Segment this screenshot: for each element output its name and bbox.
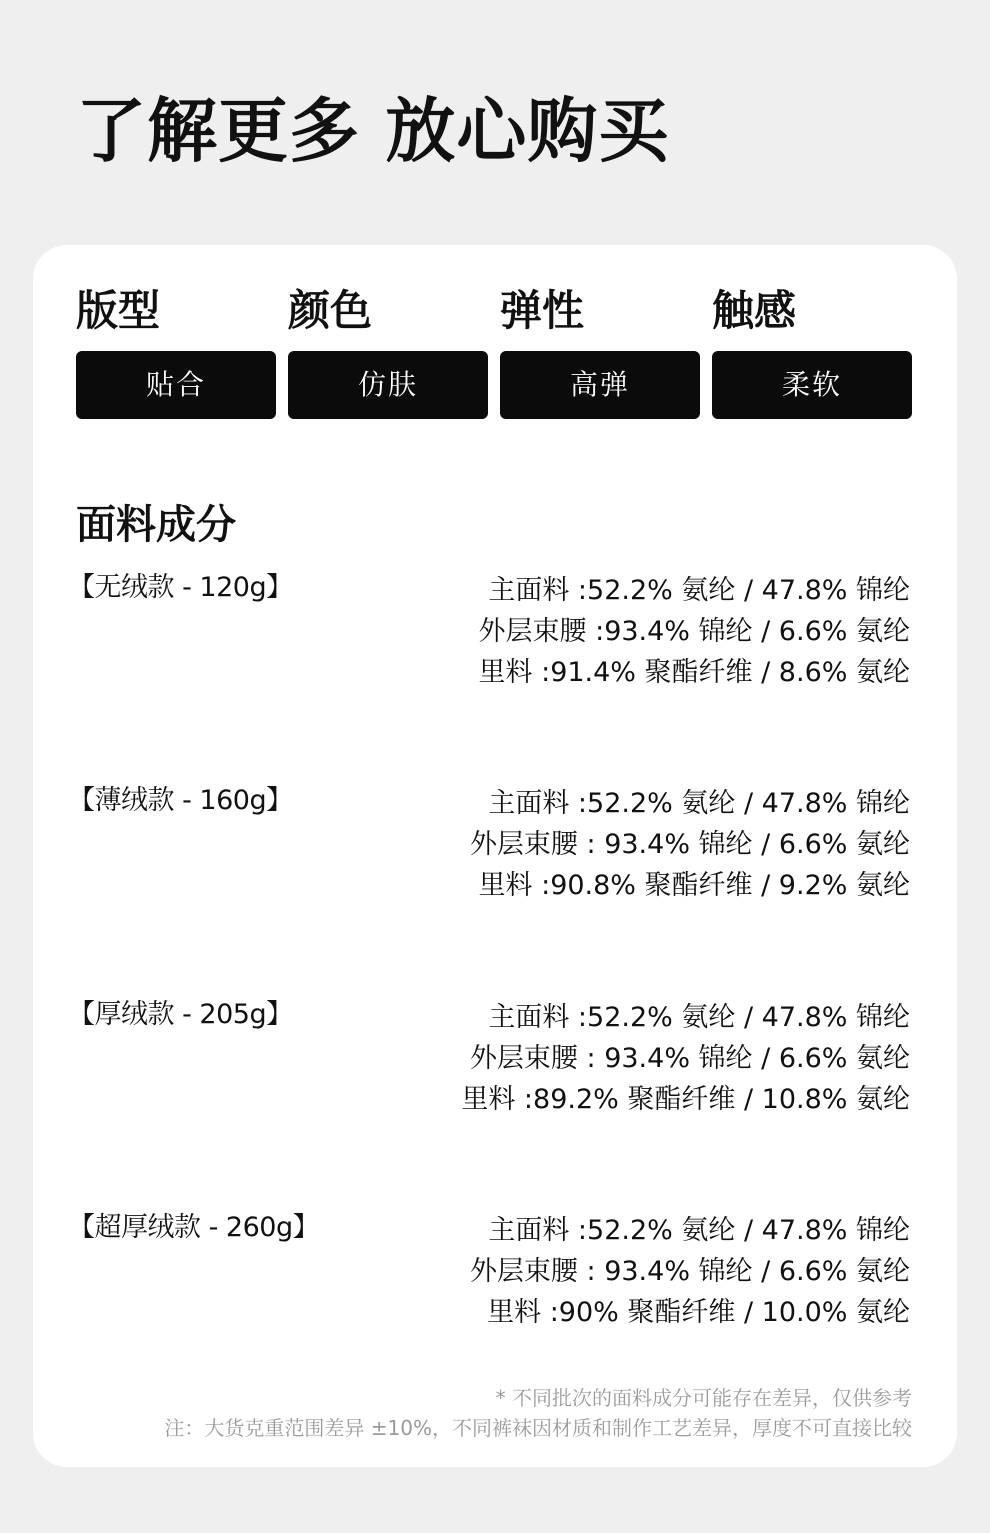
composition-line: 里料 :90% 聚酯纤维 / 10.0% 氨纶: [487, 1297, 910, 1328]
composition-line: 主面料 :52.2% 氨纶 / 47.8% 锦纶: [488, 1002, 910, 1033]
composition-line: 主面料 :52.2% 氨纶 / 47.8% 锦纶: [488, 1215, 910, 1246]
composition-list: [479, 570, 910, 693]
composition-list: [470, 1210, 910, 1333]
attribute-label: 颜色: [288, 286, 373, 335]
page-title: 了解更多 放心购买: [76, 90, 670, 172]
product-info-card: [33, 245, 957, 1467]
composition-line: 外层束腰 : 93.4% 锦纶 / 6.6% 氨纶: [469, 1043, 910, 1074]
attribute-value-badge: 柔软: [712, 351, 912, 419]
composition-line: 外层束腰 : 93.4% 锦纶 / 6.6% 氨纶: [469, 1256, 910, 1287]
attribute-value-badge: 仿肤: [288, 351, 488, 419]
attribute-touch: [712, 285, 912, 419]
composition-line: 里料 :89.2% 聚酯纤维 / 10.8% 氨纶: [461, 1084, 910, 1115]
attribute-value-badge: 贴合: [76, 351, 276, 419]
variant-name: 【无绒款 - 120g】: [68, 572, 293, 603]
attribute-fit: [76, 285, 276, 419]
disclaimer-line: 注：大货克重范围差异 ±10%，不同裤袜因材质和制作工艺差异，厚度不可直接比较: [164, 1416, 912, 1440]
fabric-section-title: 面料成分: [76, 502, 236, 548]
variant-name: 【厚绒款 - 205g】: [68, 999, 293, 1030]
composition-list: [470, 783, 910, 906]
composition-line: 里料 :90.8% 聚酯纤维 / 9.2% 氨纶: [478, 870, 910, 901]
attribute-elasticity: [500, 285, 700, 419]
attribute-label: 触感: [712, 286, 797, 335]
disclaimer-line: * 不同批次的面料成分可能存在差异，仅供参考: [495, 1386, 912, 1410]
composition-line: 外层束腰 : 93.4% 锦纶 / 6.6% 氨纶: [469, 829, 910, 860]
attribute-label: 弹性: [500, 286, 585, 335]
composition-line: 里料 :91.4% 聚酯纤维 / 8.6% 氨纶: [478, 657, 910, 688]
attribute-label: 版型: [76, 286, 161, 335]
attribute-grid: [76, 285, 913, 419]
disclaimer-notes: [164, 1383, 912, 1443]
variant-name: 【超厚绒款 - 260g】: [68, 1212, 320, 1243]
composition-line: 外层束腰 :93.4% 锦纶 / 6.6% 氨纶: [478, 616, 910, 647]
composition-line: 主面料 :52.2% 氨纶 / 47.8% 锦纶: [488, 788, 910, 819]
attribute-color: [288, 285, 488, 419]
composition-line: 主面料 :52.2% 氨纶 / 47.8% 锦纶: [488, 575, 910, 606]
composition-list: [461, 997, 910, 1120]
attribute-value-badge: 高弹: [500, 351, 700, 419]
variant-name: 【薄绒款 - 160g】: [68, 785, 293, 816]
